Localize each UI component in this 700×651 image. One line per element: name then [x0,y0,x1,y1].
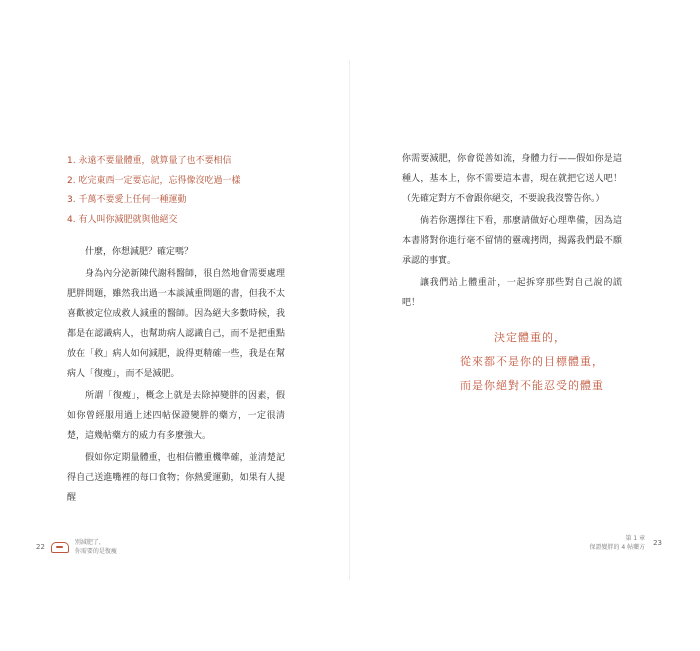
pull-quote-line: 而是你絕對不能忍受的體重 [460,379,604,392]
running-head-line: 保證變胖的 4 帖藥方 [589,544,646,551]
running-head-line: 第 1 章 [625,535,646,542]
paragraph: 倘若你選擇往下看，那麼請做好心理準備，因為這本書將對你進行毫不留情的靈魂拷問，揭露我們最不願承認的事實。 [402,216,622,266]
paragraph: 讓我們站上體重計，一起拆穿那些對自己說的謊吧！ [402,278,622,308]
publisher-logo-icon [51,542,69,553]
paragraph: 假如你定期量體重，也相信體重機準確，並清楚記得自己送進嘴裡的每口食物；你熱愛運動，如果有人提醒 [67,453,285,503]
rule-item: 3. 千萬不要愛上任何一種運動 [67,195,187,205]
paragraph: 你需要減肥，你會從善如流，身體力行——假如你是這種人，基本上，你不需要這本書，現在就把它送人吧！（先確定對方不會跟你絕交，不要說我沒警告你。） [402,154,622,204]
left-body-text [67,242,285,510]
right-footer [589,534,662,552]
pull-quote [460,326,604,398]
pull-quote-line: 決定體重的， [494,331,566,344]
right-body-text [402,149,622,315]
running-head-line: 你需要的是復瘦 [74,548,117,555]
page-number: 22 [36,543,45,551]
paragraph: 身為內分泌新陳代謝科醫師，很自然地會需要處理肥胖問題，雖然我出過一本談減重問題的書，但我不太喜歡被定位成救人減重的醫師。因為絕大多數時候，我都是在認識病人，也幫助病人認識自己，而不是把重點放在「救」病人如何減肥，說得更精確一些，我是在幫病人「復瘦」，而不是減肥。 [67,269,285,379]
pull-quote-line: 從來都不是你的目標體重， [460,355,604,368]
rule-item: 2. 吃完東西一定要忘記，忘得像沒吃過一樣 [67,175,241,186]
running-head [75,538,117,556]
paragraph: 所謂「復瘦」，概念上就是去除掉變胖的因素，假如你曾經服用過上述四帖保證變胖的藥方，一定很清楚，這幾帖藥方的威力有多麼強大。 [67,391,285,441]
left-footer [36,538,117,556]
running-head-line: 別減肥了， [74,539,105,546]
page-number: 23 [653,539,662,547]
rule-item: 1. 永遠不要量體重，就算量了也不要相信 [67,156,232,166]
rules-list [67,152,240,230]
running-head [589,534,645,552]
right-page [350,0,700,651]
paragraph: 什麼，你想減肥？確定嗎？ [85,247,194,257]
rule-item: 4. 有人叫你減肥就與他絕交 [67,214,178,225]
